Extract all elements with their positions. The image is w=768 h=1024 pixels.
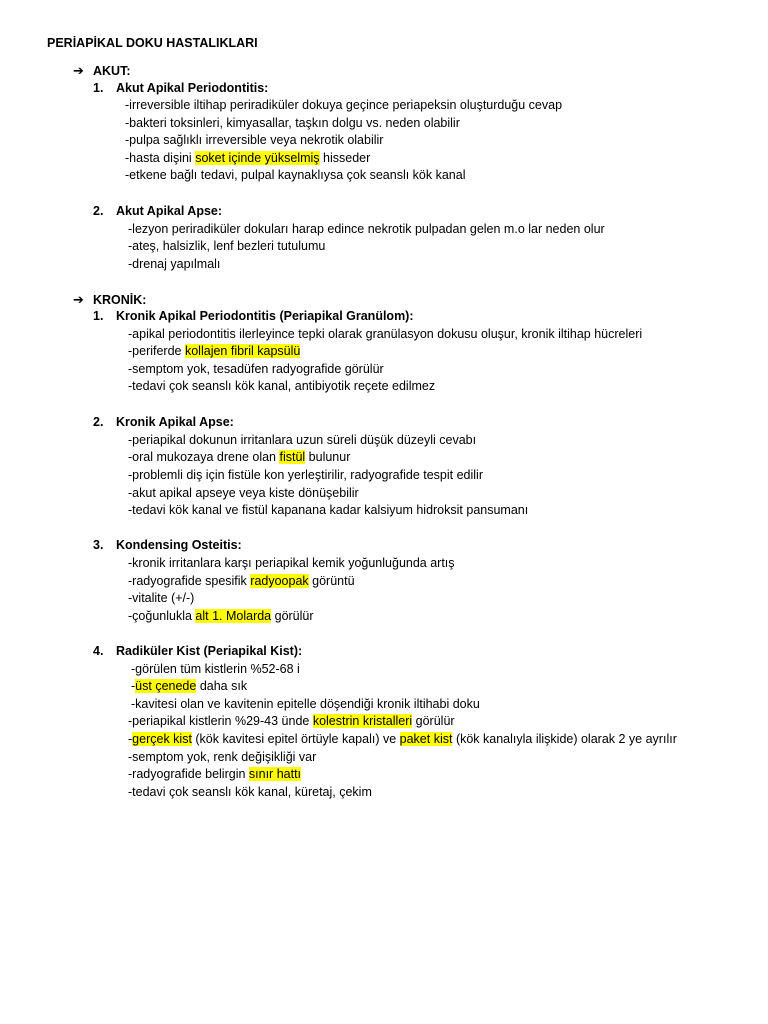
line-text: -drenaj yapılmalı (128, 257, 221, 271)
line-text: -akut apikal apseye veya kiste dönüşebilir (128, 486, 359, 500)
line-text: -vitalite (+/-) (128, 591, 195, 605)
line-text: -tedavi çok seanslı kök kanal, antibiyotik reçete edilmez (128, 379, 436, 393)
text-line (128, 609, 314, 623)
line-text: -ateş, halsizlik, lenf bezleri tutulumu (128, 239, 326, 253)
item-radikuler-kist (93, 644, 302, 658)
line-text: -lezyon periradiküler dokuları harap edince nekrotik pulpadan gelen m.o lar neden olur (128, 222, 605, 236)
text-line (128, 344, 300, 358)
text-line (128, 574, 355, 588)
line-text: bulunur (305, 450, 351, 464)
text-line (128, 379, 435, 393)
text-line (128, 222, 605, 236)
text-line (125, 168, 465, 182)
text-line (128, 714, 455, 728)
item-kronik-apikal-apse (93, 415, 234, 429)
line-text: daha sık (196, 679, 248, 693)
highlighted-text: kollajen fibril kapsülü (184, 344, 301, 358)
text-line (131, 679, 247, 693)
highlighted-text: fistül (279, 450, 306, 464)
section-akut-heading (73, 63, 131, 79)
line-text: -semptom yok, renk değişikliği var (128, 750, 317, 764)
highlighted-text: soket içinde yükselmiş (195, 151, 320, 165)
text-line (128, 257, 220, 271)
item-kondensing-osteitis (93, 538, 242, 552)
text-line (128, 732, 677, 746)
line-text: -periapikal dokunun irritanlara uzun süreli düşük düzeyli cevabı (128, 433, 477, 447)
text-line (131, 697, 480, 711)
highlighted-text: sınır hattı (248, 767, 302, 781)
line-text: (kök kanalıyla ilişkide) olarak 2 ye ayrılır (452, 732, 677, 746)
line-text: -irreversible iltihap periradiküler dokuya geçince periapeksin oluşturduğu cevap (125, 98, 563, 112)
text-line (125, 98, 562, 112)
item-number: 4. (93, 644, 104, 658)
item-number: 1. (93, 81, 104, 95)
line-text: görülür (412, 714, 455, 728)
line-text: -çoğunlukla (128, 609, 196, 623)
highlighted-text: gerçek kist (132, 732, 192, 746)
highlighted-text: alt 1. Molarda (195, 609, 272, 623)
text-line (128, 239, 325, 253)
line-text: -etkene bağlı tedavi, pulpal kaynaklıysa çok seanslı kök kanal (125, 168, 466, 182)
text-line (128, 468, 483, 482)
text-line (128, 785, 372, 799)
line-text: -radyografide belirgin (128, 767, 249, 781)
line-text: -kavitesi olan ve kavitenin epitelle döşendiği kronik iltihabi doku (131, 697, 480, 711)
highlighted-text: radyoopak (250, 574, 309, 588)
text-line (128, 750, 316, 764)
line-text: hisseder (319, 151, 371, 165)
item-title: Akut Apikal Periodontitis: (116, 81, 269, 95)
text-line (128, 591, 194, 605)
line-text: -semptom yok, tesadüfen radyografide görülür (128, 362, 384, 376)
item-title: Kronik Apikal Periodontitis (Periapikal Granülom): (116, 309, 414, 323)
line-text: -tedavi kök kanal ve fistül kapanana kadar kalsiyum hidroksit pansumanı (128, 503, 529, 517)
item-number: 3. (93, 538, 104, 552)
item-number: 2. (93, 415, 104, 429)
line-text: - (128, 732, 133, 746)
line-text: -problemli diş için fistüle kon yerleştirilir, radyografide tespit edilir (128, 468, 483, 482)
text-line (128, 450, 350, 464)
arrow-right-icon: ➔ (73, 292, 84, 307)
line-text: -pulpa sağlıklı irreversible veya nekrotik olabilir (125, 133, 384, 147)
line-text: - (131, 679, 136, 693)
line-text: -radyografide spesifik (128, 574, 251, 588)
line-text: -periferde (128, 344, 185, 358)
line-text: -apikal periodontitis ilerleyince tepki olarak granülasyon dokusu oluşur, kronik iltihap hücreleri (128, 327, 643, 341)
text-line (125, 133, 383, 147)
line-text: -tedavi çok seanslı kök kanal, küretaj, çekim (128, 785, 372, 799)
item-akut-apikal-periodontitis (93, 81, 268, 95)
line-text: -bakteri toksinleri, kimyasallar, taşkın dolgu vs. neden olabilir (125, 116, 460, 130)
page-title: PERİAPİKAL DOKU HASTALIKLARI (47, 36, 258, 50)
line-text: -görülen tüm kistlerin %52-68 i (131, 662, 300, 676)
line-text: görüntü (308, 574, 355, 588)
item-akut-apikal-apse (93, 204, 222, 218)
section-label: AKUT: (93, 64, 131, 78)
highlighted-text: üst çenede (135, 679, 197, 693)
text-line (128, 433, 476, 447)
item-title: Kondensing Osteitis: (116, 538, 242, 552)
text-line (128, 503, 528, 517)
item-kronik-apikal-periodontitis (93, 309, 414, 323)
item-title: Radiküler Kist (Periapikal Kist): (116, 644, 303, 658)
text-line (131, 662, 300, 676)
line-text: görülür (271, 609, 314, 623)
line-text: -kronik irritanlara karşı periapikal kemik yoğunluğunda artış (128, 556, 455, 570)
item-number: 1. (93, 309, 104, 323)
arrow-right-icon: ➔ (73, 63, 84, 78)
text-line (128, 327, 642, 341)
text-line (128, 767, 301, 781)
item-title: Akut Apikal Apse: (116, 204, 223, 218)
item-title: Kronik Apikal Apse: (116, 415, 234, 429)
text-line (125, 151, 370, 165)
line-text: -periapikal kistlerin %29-43 ünde (128, 714, 313, 728)
line-text: -oral mukozaya drene olan (128, 450, 280, 464)
line-text: (kök kavitesi epitel örtüyle kapalı) ve (191, 732, 400, 746)
highlighted-text: paket kist (399, 732, 453, 746)
text-line (128, 486, 359, 500)
item-number: 2. (93, 204, 104, 218)
line-text: -hasta dişini (125, 151, 196, 165)
section-kronik-heading (73, 292, 146, 308)
highlighted-text: kolestrin kristalleri (312, 714, 413, 728)
section-label: KRONİK: (93, 293, 147, 307)
text-line (128, 556, 455, 570)
text-line (128, 362, 384, 376)
text-line (125, 116, 460, 130)
